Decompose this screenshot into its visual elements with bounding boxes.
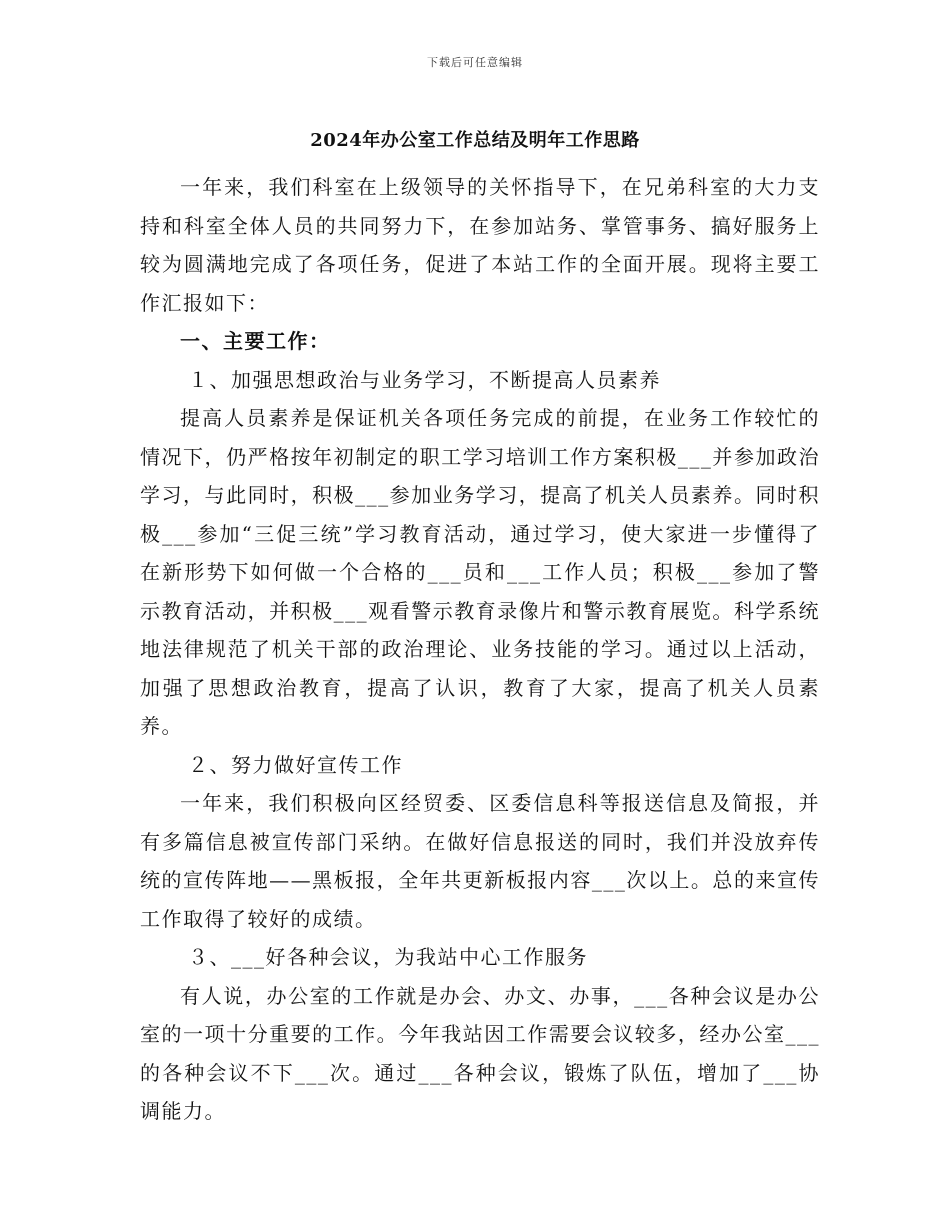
section-heading-main-work: 一、主要工作： <box>180 329 331 353</box>
item-body-study: 提高人员素养是保证机关各项任务完成的前提，在业务工作较忙的情况下，仍严格按年初制定的职工学习培训工作方案积极___并参加政治学习，与此同时，积极___参加业务学习，提高了机关人员素养。同时积极___参加“三促三统”学习教育活动，通过学习，使大家进一步懂得了在新形势下如何做一个合格的___员和___工作人员；积极___参加了警示教育活动，并积极___观看警示教育录像片和警示教育展览。科学系统地法律规范了机关干部的政治理论、业务技能的学习。通过以上活动，加强了思想政治教育，提高了认识，教育了大家，提高了机关人员素养。 <box>140 406 820 738</box>
item-body-publicity: 一年来，我们积极向区经贸委、区委信息科等报送信息及简报，并有多篇信息被宣传部门采纳。在做好信息报送的同时，我们并没放弃传统的宣传阵地——黑板报，全年共更新板报内容___次以上。总的来宣传工作取得了较好的成绩。 <box>140 791 820 931</box>
item-heading-study: １、加强思想政治与业务学习，不断提高人员素养 <box>188 367 661 392</box>
header-note: 下载后可任意编辑 <box>427 56 523 69</box>
item-heading-meetings: ３、___好各种会议，为我站中心工作服务 <box>188 945 588 969</box>
item-heading-publicity: ２、努力做好宣传工作 <box>188 752 403 777</box>
document-body <box>140 168 820 1131</box>
item-body-meetings: 有人说，办公室的工作就是办会、办文、办事，___各种会议是办公室的一项十分重要的工作。今年我站因工作需要会议较多，经办公室___的各种会议不下___次。通过___各种会议，锻炼了队伍，增加了___协调能力。 <box>140 983 820 1123</box>
intro-paragraph: 一年来，我们科室在上级领导的关怀指导下，在兄弟科室的大力支持和科室全体人员的共同努力下，在参加站务、掌管事务、搞好服务上较为圆满地完成了各项任务，促进了本站工作的全面开展。现将主要工作汇报如下： <box>140 175 820 315</box>
document-title: 2024年办公室工作总结及明年工作思路 <box>310 130 640 151</box>
